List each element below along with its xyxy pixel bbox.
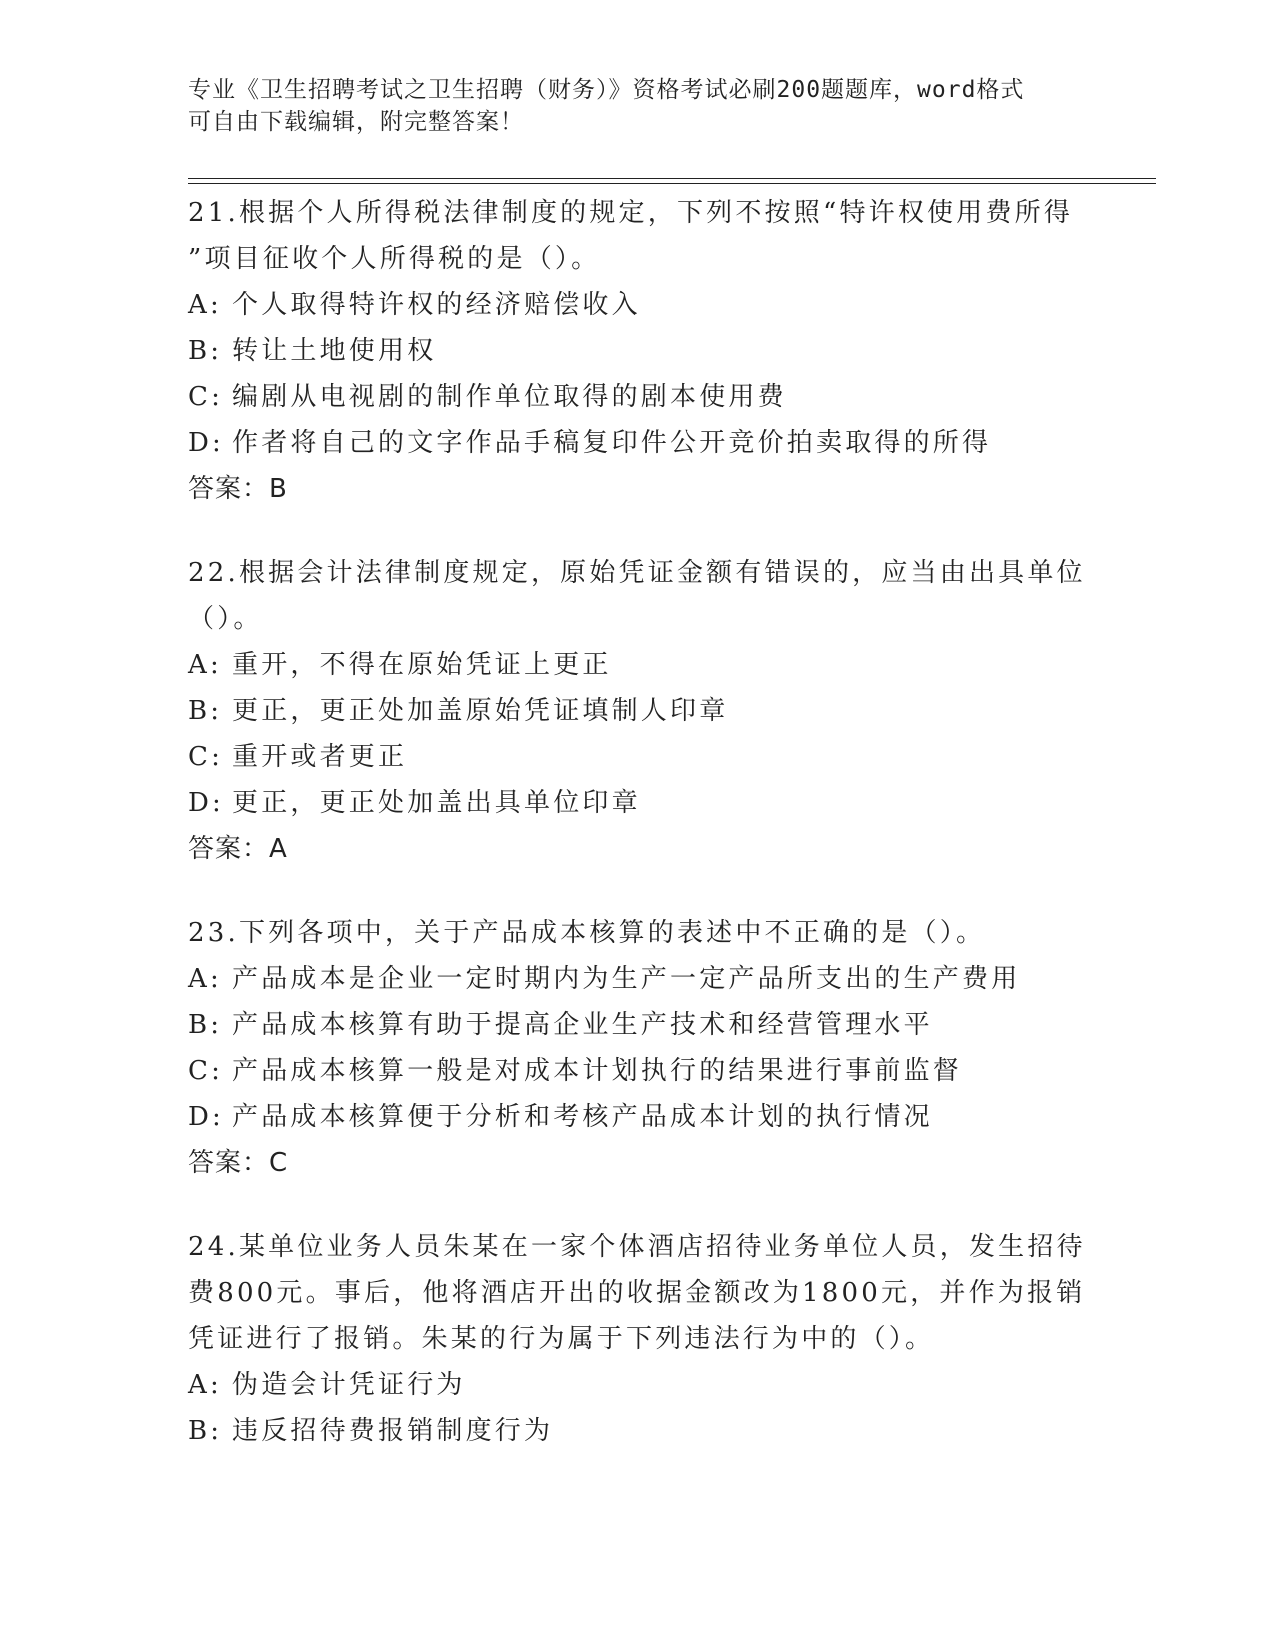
answer-line: 答案：C [188, 1148, 289, 1178]
option-letter: A: [188, 964, 222, 994]
option-c [188, 1048, 1088, 1094]
option-text: 个人取得特许权的经济赔偿收入 [232, 290, 641, 320]
question-21 [188, 190, 1088, 512]
option-text: 更正，更正处加盖原始凭证填制人印章 [232, 696, 729, 726]
option-b [188, 1002, 1088, 1048]
option-c [188, 374, 1088, 420]
question-23 [188, 910, 1088, 1186]
option-a [188, 956, 1088, 1002]
option-a [188, 1362, 1088, 1408]
answer-line: 答案：A [188, 834, 288, 864]
option-text: 产品成本核算一般是对成本计划执行的结果进行事前监督 [232, 1056, 963, 1086]
header-divider-top [188, 178, 1156, 179]
option-d [188, 780, 1088, 826]
question-stem-line: （）。 [188, 604, 263, 634]
option-text: 产品成本核算有助于提高企业生产技术和经营管理水平 [232, 1010, 933, 1040]
question-22 [188, 550, 1088, 872]
option-letter: B: [188, 696, 223, 726]
document-header [188, 74, 1088, 138]
option-text: 违反招待费报销制度行为 [232, 1416, 554, 1446]
question-stem-line: 22.根据会计法律制度规定，原始凭证金额有错误的，应当由出具单位 [188, 558, 1086, 588]
option-letter: B: [188, 1416, 223, 1446]
option-letter: D: [188, 1102, 225, 1132]
option-letter: D: [188, 428, 225, 458]
option-text: 重开或者更正 [232, 742, 408, 772]
option-a [188, 282, 1088, 328]
option-letter: A: [188, 290, 222, 320]
option-text: 伪造会计凭证行为 [232, 1370, 466, 1400]
header-divider-bottom [188, 183, 1156, 184]
option-letter: B: [188, 336, 223, 366]
option-b [188, 328, 1088, 374]
question-stem-line: ”项目征收个人所得税的是（）。 [188, 244, 601, 274]
option-text: 编剧从电视剧的制作单位取得的剧本使用费 [232, 382, 787, 412]
question-stem-line: 21.根据个人所得税法律制度的规定，下列不按照“特许权使用费所得 [188, 198, 1074, 228]
header-line-1: 专业《卫生招聘考试之卫生招聘（财务）》资格考试必刷200题题库，word格式 [188, 77, 1025, 103]
option-a [188, 642, 1088, 688]
question-24 [188, 1224, 1088, 1454]
option-b [188, 688, 1088, 734]
question-stem-line: 24.某单位业务人员朱某在一家个体酒店招待业务单位人员，发生招待 [188, 1232, 1086, 1262]
option-letter: A: [188, 1370, 222, 1400]
option-text: 产品成本是企业一定时期内为生产一定产品所支出的生产费用 [232, 964, 1021, 994]
option-text: 更正，更正处加盖出具单位印章 [232, 788, 641, 818]
option-letter: D: [188, 788, 225, 818]
option-letter: C: [188, 1056, 224, 1086]
option-letter: C: [188, 382, 224, 412]
option-c [188, 734, 1088, 780]
option-text: 产品成本核算便于分析和考核产品成本计划的执行情况 [232, 1102, 933, 1132]
header-line-2: 可自由下载编辑，附完整答案！ [188, 109, 524, 135]
question-stem-line: 费800元。事后，他将酒店开出的收据金额改为1800元，并作为报销 [188, 1278, 1086, 1308]
option-letter: B: [188, 1010, 223, 1040]
question-list [188, 190, 1088, 1492]
question-stem-line: 23.下列各项中，关于产品成本核算的表述中不正确的是（）。 [188, 918, 986, 948]
option-d [188, 1094, 1088, 1140]
option-text: 重开，不得在原始凭证上更正 [232, 650, 612, 680]
answer-line: 答案：B [188, 474, 288, 504]
question-stem-line: 凭证进行了报销。朱某的行为属于下列违法行为中的（）。 [188, 1324, 935, 1354]
option-text: 转让土地使用权 [232, 336, 437, 366]
option-b [188, 1408, 1088, 1454]
option-text: 作者将自己的文字作品手稿复印件公开竞价拍卖取得的所得 [232, 428, 992, 458]
option-d [188, 420, 1088, 466]
option-letter: C: [188, 742, 224, 772]
option-letter: A: [188, 650, 222, 680]
